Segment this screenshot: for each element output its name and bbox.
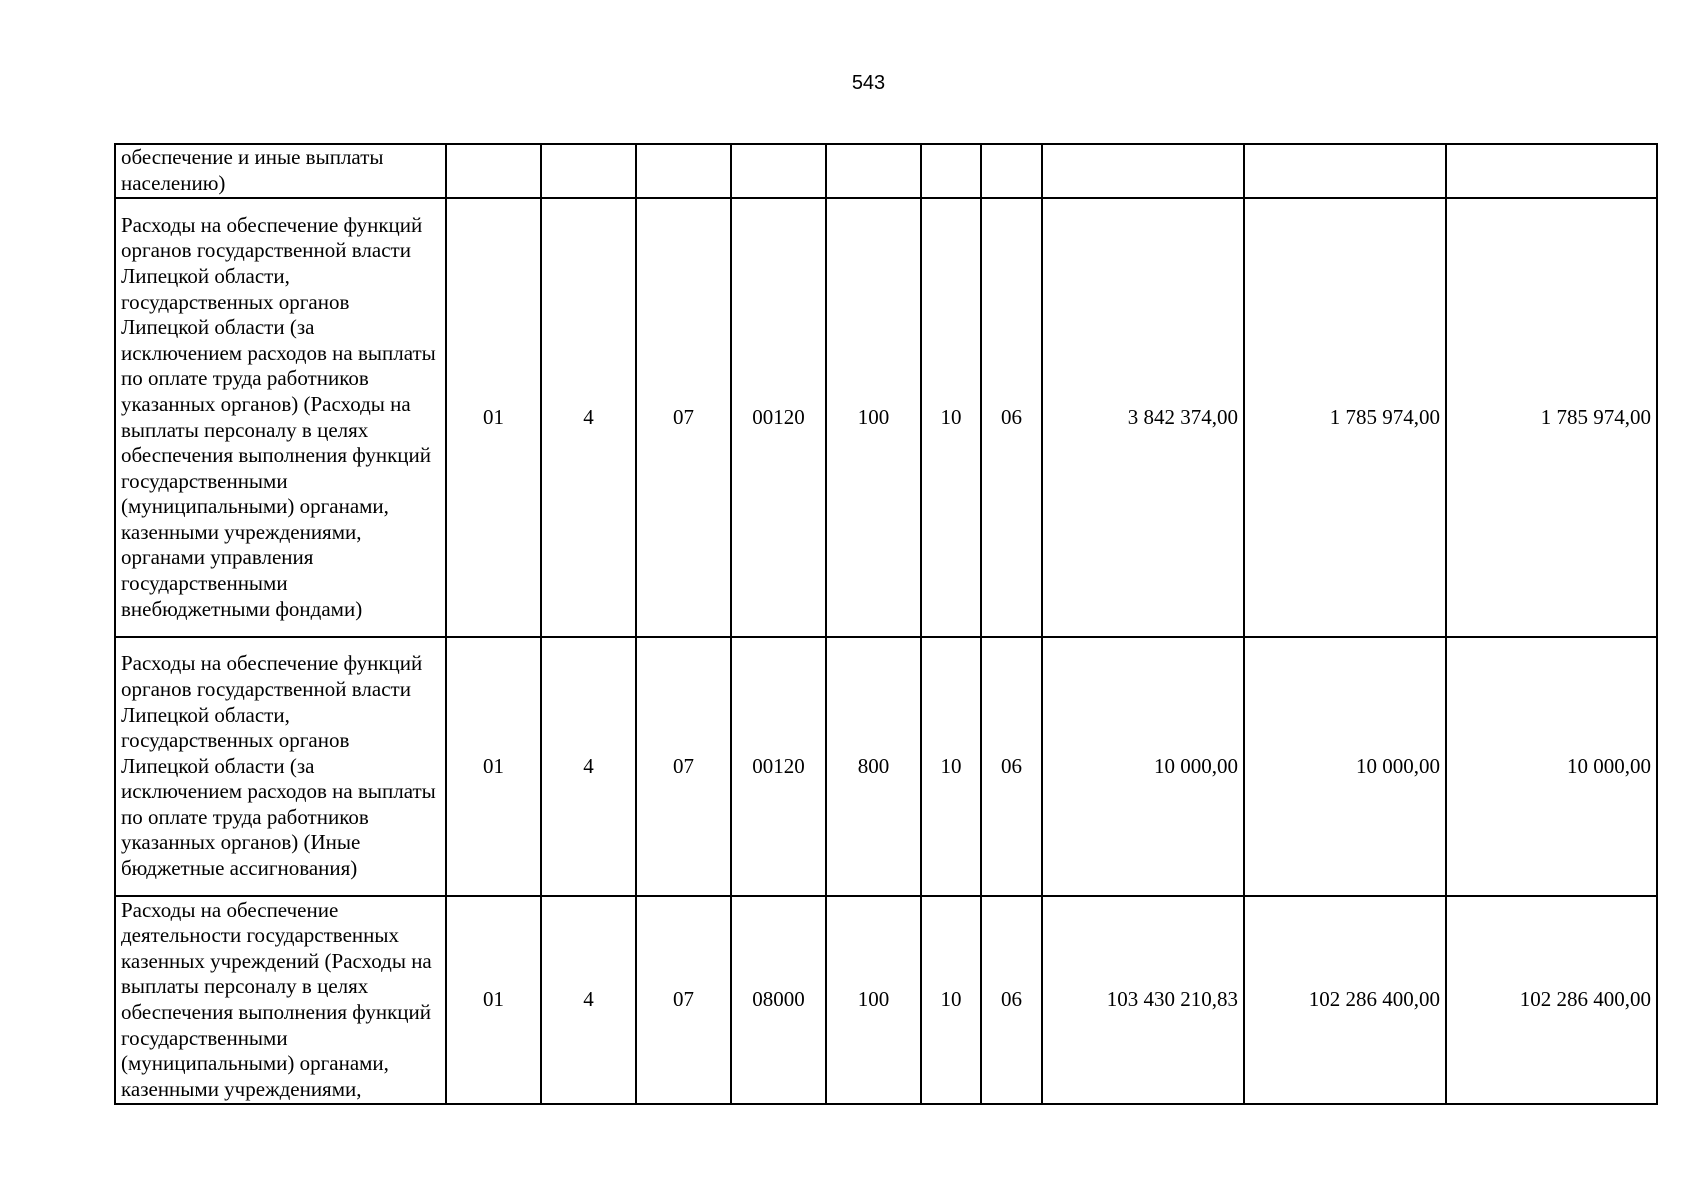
code-cell bbox=[636, 144, 731, 198]
code-cell: 4 bbox=[541, 198, 636, 637]
code-cell bbox=[826, 144, 921, 198]
code-cell: 07 bbox=[636, 896, 731, 1104]
page-number: 543 bbox=[851, 72, 886, 94]
table-row bbox=[115, 198, 1657, 637]
code-cell: 4 bbox=[541, 896, 636, 1104]
code-cell bbox=[541, 144, 636, 198]
amount-cell: 3 842 374,00 bbox=[1042, 198, 1244, 637]
code-cell: 00120 bbox=[731, 637, 826, 896]
code-cell: 00120 bbox=[731, 198, 826, 637]
code-cell bbox=[981, 144, 1042, 198]
code-cell: 10 bbox=[921, 637, 981, 896]
row-name: Расходы на обеспечение деятельности государственных казенных учреждений (Расходы на выплаты персоналу в целях обеспечения выполнения функций государственными (муниципальными) органами, казенными учреждениями, bbox=[115, 896, 446, 1104]
row-name: Расходы на обеспечение функций органов государственной власти Липецкой области, государственных органов Липецкой области (за исключением расходов на выплаты по оплате труда работников указанных органов) (Расходы на выплаты персоналу в целях обеспечения выполнения функций государственными (муниципальными) органами, казенными учреждениями, органами управления государственными внебюджетными фондами) bbox=[115, 198, 446, 637]
code-cell: 07 bbox=[636, 198, 731, 637]
code-cell: 10 bbox=[921, 896, 981, 1104]
code-cell: 06 bbox=[981, 198, 1042, 637]
amount-cell: 1 785 974,00 bbox=[1446, 198, 1657, 637]
code-cell: 100 bbox=[826, 896, 921, 1104]
table-row bbox=[115, 144, 1657, 198]
code-cell: 01 bbox=[446, 637, 541, 896]
amount-cell bbox=[1042, 144, 1244, 198]
amount-cell: 1 785 974,00 bbox=[1244, 198, 1446, 637]
code-cell: 10 bbox=[921, 198, 981, 637]
amount-cell: 10 000,00 bbox=[1042, 637, 1244, 896]
budget-table bbox=[114, 143, 1658, 1105]
code-cell: 800 bbox=[826, 637, 921, 896]
row-name: обеспечение и иные выплаты населению) bbox=[115, 144, 446, 198]
code-cell: 01 bbox=[446, 198, 541, 637]
amount-cell bbox=[1244, 144, 1446, 198]
code-cell: 07 bbox=[636, 637, 731, 896]
amount-cell bbox=[1446, 144, 1657, 198]
amount-cell: 103 430 210,83 bbox=[1042, 896, 1244, 1104]
table-row bbox=[115, 896, 1657, 1104]
code-cell bbox=[921, 144, 981, 198]
code-cell: 4 bbox=[541, 637, 636, 896]
amount-cell: 102 286 400,00 bbox=[1446, 896, 1657, 1104]
code-cell: 06 bbox=[981, 896, 1042, 1104]
code-cell bbox=[731, 144, 826, 198]
code-cell: 08000 bbox=[731, 896, 826, 1104]
code-cell: 01 bbox=[446, 896, 541, 1104]
code-cell: 06 bbox=[981, 637, 1042, 896]
row-name: Расходы на обеспечение функций органов государственной власти Липецкой области, государственных органов Липецкой области (за исключением расходов на выплаты по оплате труда работников указанных органов) (Иные бюджетные ассигнования) bbox=[115, 637, 446, 896]
amount-cell: 102 286 400,00 bbox=[1244, 896, 1446, 1104]
code-cell bbox=[446, 144, 541, 198]
amount-cell: 10 000,00 bbox=[1244, 637, 1446, 896]
code-cell: 100 bbox=[826, 198, 921, 637]
amount-cell: 10 000,00 bbox=[1446, 637, 1657, 896]
table-row bbox=[115, 637, 1657, 896]
